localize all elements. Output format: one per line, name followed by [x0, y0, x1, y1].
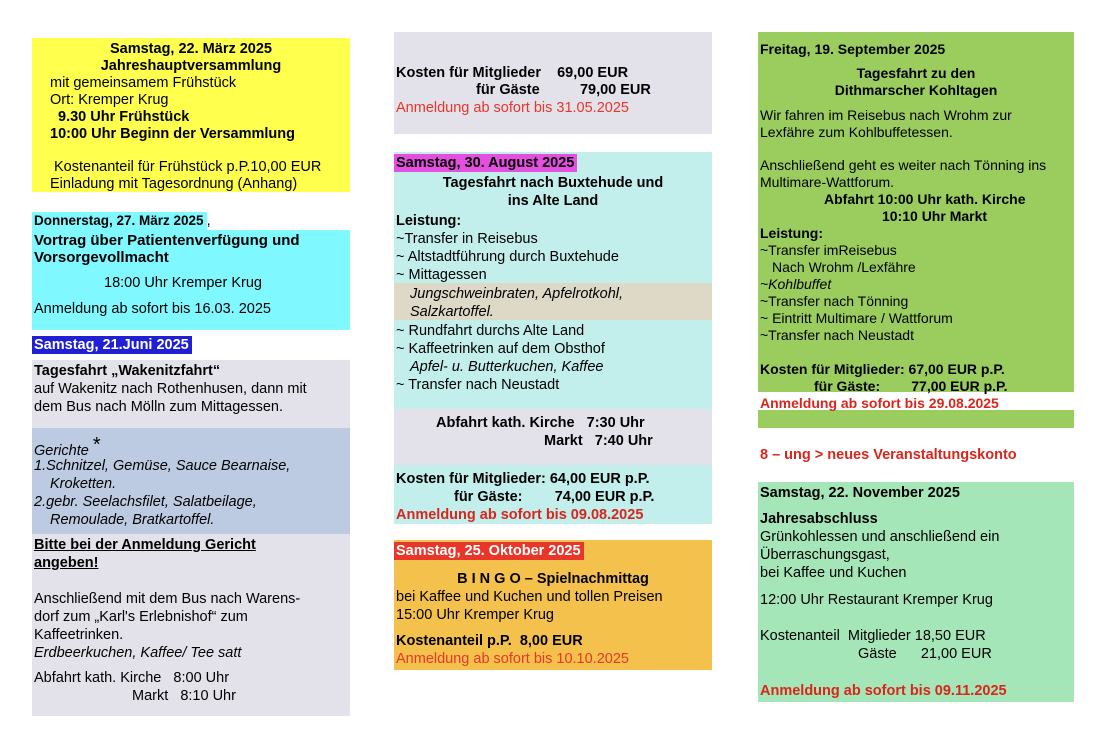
event-line: dem Bus nach Mölln zum Mittagessen.: [34, 399, 284, 415]
gericht-line: 1.Schnitzel, Gemüse, Sauce Bearnaise,: [34, 458, 291, 474]
leistung-label: Leistung:: [396, 213, 462, 229]
event-date-row: [32, 336, 192, 354]
kosten-line: für Gäste: 74,00 EUR p.P.: [454, 489, 655, 505]
event-september: [758, 32, 1074, 428]
event-title: Jahreshauptversammlung: [100, 58, 282, 74]
leistung-item: ~Transfer nach Neustadt: [760, 327, 914, 343]
abfahrt: Markt 7:40 Uhr: [544, 433, 653, 449]
event-date: Donnerstag, 27. März 2025: [32, 212, 207, 230]
event-maerz-27: [32, 210, 350, 320]
event-line: 9.30 Uhr Frühstück: [58, 109, 190, 125]
event-line: 10:00 Uhr Beginn der Versammlung: [50, 126, 295, 142]
event-anmeldung: Anmeldung ab sofort bis 29.08.2025: [760, 395, 999, 411]
leistung-item: Apfel- u. Butterkuchen, Kaffee: [410, 359, 604, 375]
event-title: Vorsorgevollmacht: [34, 249, 169, 266]
event-date-row: [394, 154, 577, 172]
event-date: Samstag, 22. März 2025: [109, 41, 272, 57]
event-anmeldung: Anmeldung ab sofort bis 16.03. 2025: [34, 301, 271, 317]
event-anmeldung: Anmeldung ab sofort bis 09.11.2025: [760, 683, 1007, 699]
event-date: Freitag, 19. September 2025: [760, 41, 946, 57]
leistung-item: ~ Mittagessen: [396, 267, 487, 283]
konto-hinweis: [758, 444, 1074, 468]
gericht-line: Remoulade, Bratkartoffel.: [50, 512, 215, 528]
event-line: Überraschungsgast,: [760, 547, 890, 563]
event-date: Samstag, 30. August 2025: [394, 154, 577, 172]
event-date: Samstag, 22. November 2025: [760, 485, 960, 501]
event-oktober: [394, 540, 712, 670]
event-title: Tagesfahrt „Wakenitzfahrt“: [34, 363, 221, 379]
event-line: bei Kaffee und Kuchen: [760, 565, 907, 581]
event-line: mit gemeinsamem Frühstück: [50, 75, 237, 91]
leistung-item: ~Kohlbuffet: [760, 276, 832, 292]
kosten-line: Kosten für Mitglieder: 64,00 EUR p.P.: [396, 471, 650, 487]
event-title: Tagesfahrt nach Buxtehude und: [442, 175, 664, 191]
abfahrt: Abfahrt 10:00 Uhr kath. Kirche: [824, 191, 1026, 207]
event-anmeldung: Anmeldung ab sofort bis 31.05.2025: [396, 100, 629, 116]
event-intro: [32, 360, 350, 428]
leistung-item: ~ Transfer nach Neustadt: [396, 377, 560, 393]
kosten-line: für Gäste: 77,00 EUR p.P.: [814, 378, 1008, 394]
leistung-item: ~ Rundfahrt durchs Alte Land: [396, 323, 585, 339]
hinweis: angeben!: [34, 555, 99, 571]
abfahrt: Markt 8:10 Uhr: [132, 688, 236, 704]
kosten-line: Kosten für Mitglieder: 67,00 EUR p.P.: [760, 361, 1005, 377]
event-title: Vortrag über Patientenverfügung und: [34, 232, 300, 249]
event-line: Multimare-Wattforum.: [760, 174, 895, 190]
event-august: [394, 152, 712, 524]
event-title: Tagesfahrt zu den: [856, 65, 976, 81]
event-line: dorf zum „Karl's Erlebnishof“ zum: [34, 609, 248, 625]
event-date: Samstag, 21.Juni 2025: [32, 336, 192, 354]
kosten-line: Gäste 21,00 EUR: [858, 646, 992, 662]
event-line: Erdbeerkuchen, Kaffee/ Tee satt: [34, 645, 242, 661]
leistung-item: ~ Altstadtführung durch Buxtehude: [396, 249, 619, 265]
event-november: [758, 482, 1074, 702]
leistung-item: ~Transfer in Reisebus: [396, 231, 538, 247]
event-date-row: [394, 542, 584, 560]
event-line: 15:00 Uhr Kremper Krug: [396, 607, 554, 623]
hinweis: Bitte bei der Anmeldung Gericht: [34, 537, 256, 553]
leistung-item: ~Transfer imReisebus: [760, 242, 897, 258]
gerichte-label: Gerichte: [34, 443, 89, 459]
event-line: Anschließend geht es weiter nach Tönning ins: [760, 157, 1047, 173]
gericht-line: 2.gebr. Seelachsfilet, Salatbeilage,: [34, 494, 257, 510]
event-line: auf Wakenitz nach Rothenhusen, dann mit: [34, 381, 307, 397]
event-title: ins Alte Land: [507, 193, 599, 209]
event-anmeldung: Anmeldung ab sofort bis 10.10.2025: [396, 651, 629, 667]
event-time: 18:00 Uhr Kremper Krug: [104, 275, 262, 291]
event-anmeldung: Anmeldung ab sofort bis 09.08.2025: [396, 507, 644, 523]
leistung-item: Nach Wrohm /Lexfähre: [772, 259, 916, 275]
asterisk: *: [92, 434, 101, 456]
event-title: Jahresabschluss: [760, 511, 878, 527]
event-footer-bar: [758, 410, 1074, 428]
event-line: Kostenanteil für Frühstück p.P.10,00 EUR: [54, 159, 322, 175]
event-line: Anschließend mit dem Bus nach Warens-: [34, 591, 301, 607]
gerichte-box: [32, 428, 350, 534]
abfahrt: Abfahrt kath. Kirche 7:30 Uhr: [436, 415, 645, 431]
event-line: Grünkohlessen und anschließend ein: [760, 529, 1000, 545]
leistung-item: Jungschweinbraten, Apfelrotkohl,: [410, 286, 624, 302]
event-title: B I N G O – Spielnachmittag: [457, 571, 649, 587]
abfahrt: 10:10 Uhr Markt: [882, 208, 988, 224]
event-line: Einladung mit Tagesordnung (Anhang): [50, 176, 298, 192]
leistung-item: ~ Eintritt Multimare / Wattforum: [760, 310, 953, 326]
gericht-line: Kroketten.: [50, 476, 117, 492]
event-body: [32, 230, 350, 330]
leistung-item: ~Transfer nach Tönning: [760, 293, 909, 309]
event-time: 12:00 Uhr Restaurant Kremper Krug: [760, 592, 993, 608]
event-line: bei Kaffee und Kuchen und tollen Preisen: [396, 589, 663, 605]
kosten-line: Kosten für Mitglieder 69,00 EUR: [396, 65, 629, 81]
event-date-row: [32, 212, 211, 230]
event-rest: [32, 534, 350, 716]
kosten-line: Kostenanteil Mitglieder 18,50 EUR: [760, 628, 986, 644]
event-date-suffix: ,: [206, 213, 211, 229]
event-title: Dithmarscher Kohltagen: [834, 82, 998, 98]
kosten-line: Kostenanteil p.P. 8,00 EUR: [396, 633, 583, 649]
event-line: Lexfähre zum Kohlbuffetessen.: [760, 124, 953, 140]
leistung-item: ~ Kaffeetrinken auf dem Obsthof: [396, 341, 605, 357]
event-juni: [32, 336, 350, 716]
event-line: Kaffeetrinken.: [34, 627, 124, 643]
abfahrt: Abfahrt kath. Kirche 8:00 Uhr: [34, 670, 230, 686]
event-date: Samstag, 25. Oktober 2025: [394, 542, 584, 560]
kosten-mai: [394, 32, 712, 134]
leistung-label: Leistung:: [760, 225, 823, 241]
event-maerz-22: [32, 38, 350, 192]
kosten-line: für Gäste 79,00 EUR: [476, 82, 651, 98]
konto-text: 8 – ung > neues Veranstaltungskonto: [760, 447, 1017, 463]
event-line: Ort: Kremper Krug: [50, 92, 169, 108]
event-line: Wir fahren im Reisebus nach Wrohm zur: [760, 107, 1012, 123]
leistung-item: Salzkartoffel.: [410, 304, 494, 320]
